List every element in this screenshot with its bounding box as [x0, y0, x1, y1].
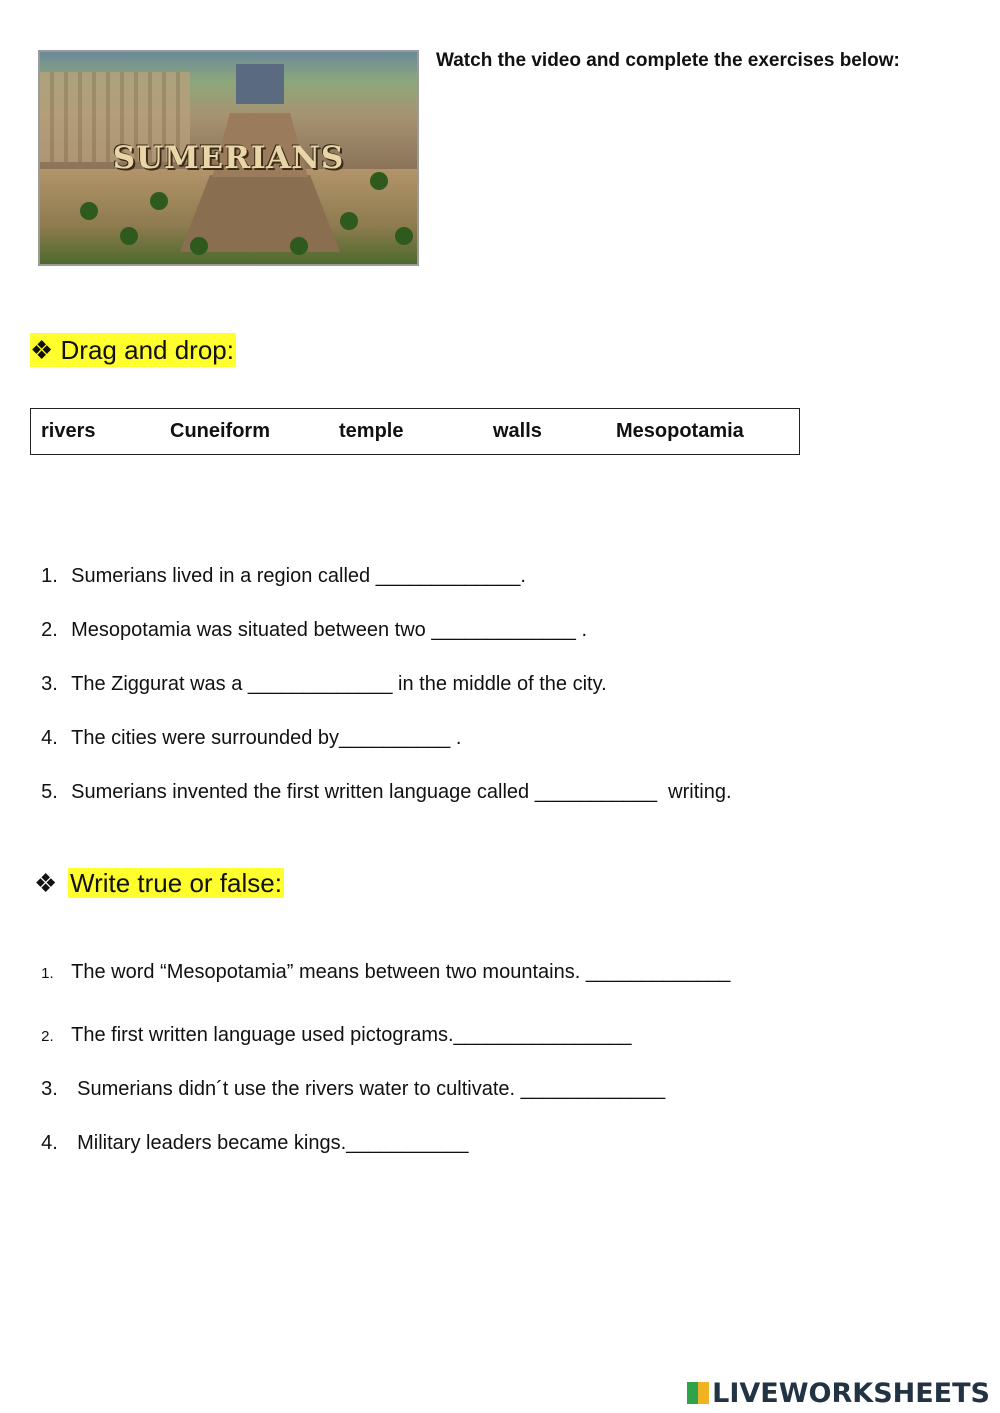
- item-number: 1.: [41, 565, 58, 587]
- logo-text: LIVEWORKSHEETS: [712, 1378, 990, 1409]
- item-text: The cities were surrounded by__________ .: [71, 727, 462, 749]
- word-temple[interactable]: temple: [339, 420, 404, 442]
- item-number: 3.: [41, 1078, 58, 1100]
- item-number: 3.: [41, 673, 58, 695]
- word-mesopotamia[interactable]: Mesopotamia: [616, 420, 744, 442]
- item-text: Sumerians invented the first written language called ___________ writing.: [71, 781, 732, 803]
- item-text: Military leaders became kings.___________: [77, 1132, 469, 1154]
- item-number: 1.: [41, 965, 54, 982]
- fill-item-2[interactable]: [30, 596, 587, 642]
- instruction-text: Watch the video and complete the exercises below:: [436, 50, 900, 71]
- true-false-heading: [34, 866, 284, 900]
- item-number: 4.: [41, 727, 58, 749]
- item-text: The first written language used pictograms.________________: [71, 1024, 632, 1046]
- liveworksheets-logo: [687, 1378, 990, 1409]
- drag-drop-heading: ❖ Drag and drop:: [30, 335, 234, 365]
- fill-item-5[interactable]: [30, 758, 732, 804]
- item-text: The word “Mesopotamia” means between two mountains. _____________: [71, 961, 731, 983]
- sumerians-image: [38, 50, 419, 266]
- fill-item-1[interactable]: [30, 542, 526, 588]
- item-text: Mesopotamia was situated between two _____________ .: [71, 619, 588, 641]
- tf-item-1[interactable]: [30, 938, 730, 984]
- tf-item-4[interactable]: [30, 1109, 468, 1155]
- image-title: SUMERIANS: [112, 140, 345, 176]
- tf-item-2[interactable]: [30, 1001, 632, 1047]
- item-text: Sumerians didn´t use the rivers water to cultivate. _____________: [77, 1078, 666, 1100]
- item-text: Sumerians lived in a region called _____________.: [71, 565, 526, 587]
- item-number: 5.: [41, 781, 58, 803]
- true-false-heading-text: Write true or false:: [70, 868, 282, 898]
- word-rivers[interactable]: rivers: [41, 420, 96, 442]
- item-number: 2.: [41, 619, 58, 641]
- tf-item-3[interactable]: [30, 1055, 665, 1101]
- fill-item-3[interactable]: [30, 650, 607, 696]
- item-number: 4.: [41, 1132, 58, 1154]
- diamond-bullet-icon: ❖: [34, 868, 58, 898]
- fill-item-4[interactable]: [30, 704, 461, 750]
- word-walls[interactable]: walls: [493, 420, 542, 442]
- word-cuneiform[interactable]: Cuneiform: [170, 420, 270, 442]
- logo-icon: [687, 1382, 709, 1404]
- word-bank: [30, 408, 800, 455]
- item-number: 2.: [41, 1028, 54, 1045]
- item-text: The Ziggurat was a _____________ in the middle of the city.: [71, 673, 607, 695]
